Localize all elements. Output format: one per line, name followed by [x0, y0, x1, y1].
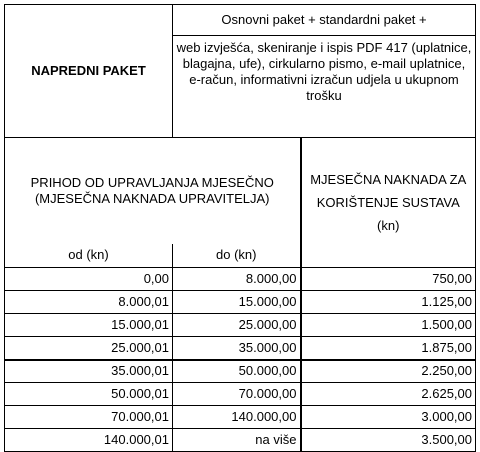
to-cell: na više [173, 429, 301, 452]
table-row [5, 383, 476, 406]
fee-cell: 2.250,00 [301, 360, 476, 383]
from-header: od (kn) [5, 244, 173, 268]
pricing-table [4, 4, 476, 452]
fee-column-label: MJESEČNA NAKNADA ZA KORIŠTENJE SUSTAVA [310, 172, 467, 210]
from-cell: 35.000,01 [5, 360, 173, 383]
table-row [5, 406, 476, 429]
from-cell: 140.000,01 [5, 429, 173, 452]
fee-cell: 1.875,00 [301, 337, 476, 360]
from-cell: 8.000,01 [5, 291, 173, 314]
package-features: web izvješća, skeniranje i ispis PDF 417 (uplatnice, blagajna, ufe), cirkularno pismo, e-mail uplatnice, e-račun, informativni izračun udjela u ukupnom trošku [173, 36, 476, 138]
to-cell: 15.000,00 [173, 291, 301, 314]
from-cell: 15.000,01 [5, 314, 173, 337]
to-cell: 70.000,00 [173, 383, 301, 406]
fee-cell: 3.500,00 [301, 429, 476, 452]
table-row [5, 268, 476, 291]
from-cell: 25.000,01 [5, 337, 173, 360]
fee-cell: 1.500,00 [301, 314, 476, 337]
table-row [5, 314, 476, 337]
to-cell: 8.000,00 [173, 268, 301, 291]
package-summary: Osnovni paket + standardni paket + [173, 5, 476, 36]
fee-column-header [301, 138, 476, 268]
to-header: do (kn) [173, 244, 301, 268]
from-cell: 0,00 [5, 268, 173, 291]
from-cell: 50.000,01 [5, 383, 173, 406]
fee-cell: 3.000,00 [301, 406, 476, 429]
package-name: NAPREDNI PAKET [5, 5, 173, 138]
table-row [5, 429, 476, 452]
fee-cell: 2.625,00 [301, 383, 476, 406]
from-cell: 70.000,01 [5, 406, 173, 429]
table-row [5, 337, 476, 360]
to-cell: 140.000,00 [173, 406, 301, 429]
table-row [5, 360, 476, 383]
to-cell: 25.000,00 [173, 314, 301, 337]
table-row [5, 291, 476, 314]
fee-cell: 750,00 [301, 268, 476, 291]
to-cell: 50.000,00 [173, 360, 301, 383]
to-cell: 35.000,00 [173, 337, 301, 360]
income-column-header: PRIHOD OD UPRAVLJANJA MJESEČNO (MJESEČNA NAKNADA UPRAVITELJA) [5, 138, 301, 244]
fee-column-unit: (kn) [377, 218, 400, 233]
fee-cell: 1.125,00 [301, 291, 476, 314]
